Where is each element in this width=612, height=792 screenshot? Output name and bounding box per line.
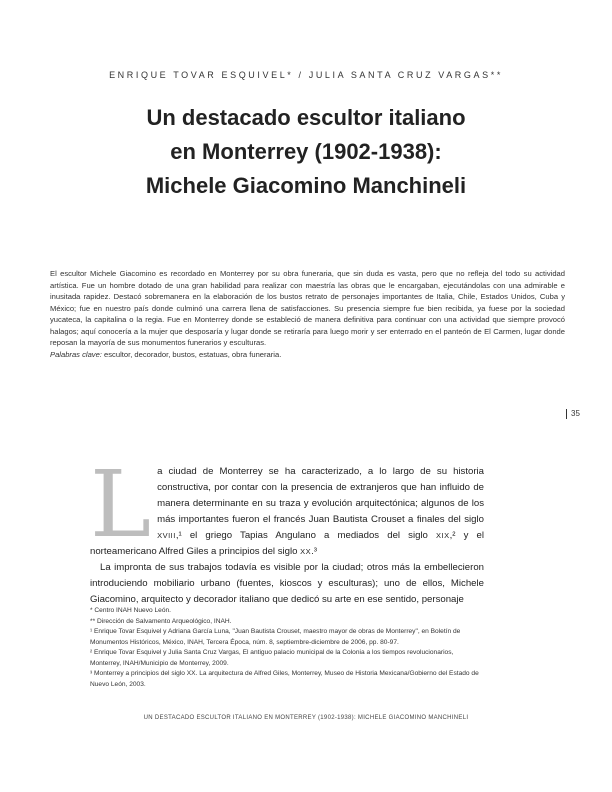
century-xx: XX xyxy=(300,547,312,556)
author-line: ENRIQUE TOVAR ESQUIVEL* / JULIA SANTA CRUZ VARGAS** xyxy=(109,70,503,80)
body-paragraph-1 xyxy=(90,451,484,560)
footnote-2: ² Enrique Tovar Esquivel y Julia Santa Cruz Vargas, El antiguo palacio municipal de la Colonia a los tiempos revolucionarios, Monterrey, INAH/Municipio de Monterrey, 2009. xyxy=(90,649,454,667)
body-p1-c: ,² y el norteamericano Alfred Giles a principios del siglo xyxy=(90,530,484,557)
drop-cap: L xyxy=(90,451,152,558)
running-footer: UN DESTACADO ESCULTOR ITALIANO EN MONTERREY (1902-1938): MICHELE GIACOMINO MANCHINELI xyxy=(143,715,469,721)
abstract-text: El escultor Michele Giacomino es recordado en Monterrey por su obra funeraria, que sin duda es vasta, pero que no refleja del todo su actividad artística. Fue un hombre dotado de una gran habilidad para realizar con maestría las obras que le encargaban, ejecutándolas con una admirable e inusitada rapidez. Destacó sobremanera en la elaboración de los bustos retrato de personajes importantes de Italia, Chile, Estados Unidos, Cuba y México; fue en nuestro país donde culminó una carrera llena de satisfacciones. Su presencia siempre fue bien recibida, ya fuese por la sociedad yucateca, la capitalina o la regia. Fue en Monterrey donde se estableció de manera definitiva para continuar con una actividad que siempre provocó halagos; aquí conocería a la mujer que desposaría y lugar donde se retiraría para luego morir y ser enterrado en el panteón de El Carmen, lugar donde reposan la mayoría de sus monumentos funerarios y esculturas. xyxy=(50,269,565,347)
page-number xyxy=(566,409,580,419)
page-number-divider xyxy=(566,409,567,419)
body-p1-d: .³ xyxy=(311,546,317,557)
article-body xyxy=(90,451,484,608)
century-xviii: XVIII xyxy=(157,531,176,540)
body-p1-a: a ciudad de Monterrey se ha caracterizado, a lo largo de su historia constructiva, por contar con la presencia de extranjeros que han influido de manera determinante en su traza y evolución arquitectónica; algunos de los más importantes fueron el francés Juan Bautista Crouset a finales del siglo xyxy=(157,466,484,525)
century-xix: XIX xyxy=(436,531,450,540)
title-line-1: Un destacado escultor italiano xyxy=(146,105,466,130)
title-line-3: Michele Giacomino Manchineli xyxy=(145,173,467,198)
footnote-author-2: ** Dirección de Salvamento Arqueológico, INAH. xyxy=(90,617,232,625)
footnote-3: ³ Monterrey a principios del siglo XX. La arquitectura de Alfred Giles, Monterrey, Museo de Historia Mexicana/Gobierno del Estado de Nuevo León, 2003. xyxy=(90,670,479,688)
body-paragraph-2: La impronta de sus trabajos todavía es visible por la ciudad; otros más la embellecieron introduciendo mobiliario urbano (fuentes, kioscos y esculturas); uno de ellos, Michele Giacomino, arquitecto y decorador italiano que dedicó su arte en ese sentido, personaje xyxy=(90,562,484,605)
body-p1-b: ,¹ el griego Tapias Angulano a mediados del siglo xyxy=(175,530,437,541)
page-number-value: 35 xyxy=(571,409,580,419)
footnote-1: ¹ Enrique Tovar Esquivel y Adriana García Luna, "Juan Bautista Crouset, maestro mayor de obras de Monterrey", en Boletín de Monumentos Históricos, México, INAH, Tercera Época, núm. 8, septiembre-diciembre de 2006, pp. 80-97. xyxy=(90,628,461,646)
title-line-2: en Monterrey (1902-1938): xyxy=(170,139,442,164)
keywords-line xyxy=(50,349,565,361)
footnotes xyxy=(90,606,484,690)
keywords-label: Palabras clave: xyxy=(50,349,102,359)
keywords-text: escultor, decorador, bustos, estatuas, obra funeraria. xyxy=(101,349,282,359)
article-title xyxy=(60,101,552,203)
abstract xyxy=(50,268,565,360)
footnote-author-1: * Centro INAH Nuevo León. xyxy=(90,607,171,614)
